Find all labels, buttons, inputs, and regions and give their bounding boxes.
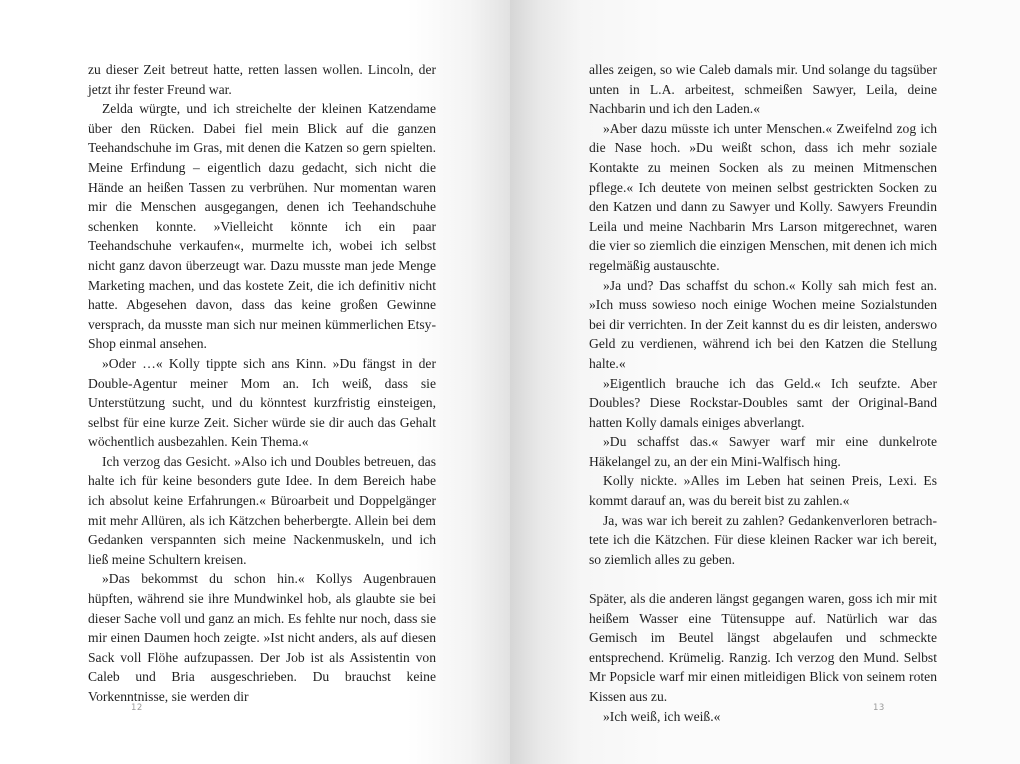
paragraph: »Oder …« Kolly tippte sich ans Kinn. »Du fängst in der Double-Agentur meiner Mom an. Ich weiß, dass sie Unterstützung sucht, und du könntest kurzfristig einsteigen, selbst für eine kurze Zeit. Sicher würde sie dir auch das Gehalt wöchentlich ausbezahlen. Kein Thema.« <box>88 355 436 450</box>
paragraph: »Aber dazu müsste ich unter Menschen.« Zweifelnd zog ich die Nase hoch. »Du weißt schon, dass ich mehr soziale Kontakte zu meinen Socken als zu meinen Mitmenschen pflege.« Ich deutete von meinen selbst gestrickten Socken zu den Katzen und dann zu Sawyer und Kolly. Sawyers Freundin Leila und meine Nachbarin Mrs Larson mitgerechnet, waren die vier so ziemlich die einzigen Menschen, mit denen ich mich regelmäßig austauschte. <box>589 120 937 273</box>
paragraph: Später, als die anderen längst gegangen waren, goss ich mir mit heißem Wasser eine Tütensuppe auf. Natürlich war das Gemisch im Beutel längst abgelaufen und schmeckte entsprechend. Krümelig. Ranzig. Ich verzog den Mund. Selbst Mr Popsicle warf mir einen mitleidigen Blick von seinem roten Kissen aus zu. <box>589 591 937 704</box>
paragraph: Kolly nickte. »Alles im Leben hat seinen Preis, Lexi. Es kommt darauf an, was du bereit bist zu zahlen.« <box>589 473 937 509</box>
paragraph: alles zeigen, so wie Caleb damals mir. Und solange du tagsüber unten in L.A. arbeitest, schmeißen Sawyer, Leila, deine Nachbarin und ich den Laden.« <box>589 62 937 117</box>
paragraph: »Ja und? Das schaffst du schon.« Kolly sah mich fest an. »Ich muss sowieso noch einige Wochen meine Sozialstunden bei dir verrichten. In der Zeit kannst du es dir leisten, anderswo Geld zu verdienen, während ich bei den Katzen die Stellung halte.« <box>589 277 937 371</box>
scene-break <box>589 569 937 589</box>
paragraph: »Du schaffst das.« Sawyer warf mir eine dunkelrote Häkelangel zu, an der ein Mini-Walfisch hing. <box>589 434 937 469</box>
page-number: 12 <box>131 703 143 713</box>
right-page <box>510 0 1020 764</box>
paragraph: »Eigentlich brauche ich das Geld.« Ich seufzte. Aber Doubles? Diese Rockstar-Doubles samt der Original-Band hatten Kolly damals einiges abverlangt. <box>589 375 937 430</box>
right-page-text <box>589 60 937 726</box>
paragraph: »Ich weiß, ich weiß.« <box>603 708 721 724</box>
paragraph: Zelda würgte, und ich streichelte der kleinen Katzendame über den Rücken. Dabei fiel mein Blick auf die ganzen Teehandschuhe im Gras, mit denen die Katzen so gern spielten. Meine Erfindung – eigentlich dazu gedacht, sich nicht die Hände an heißen Tassen zu verbrühen. Nur momentan waren mir die Menschen ausgegangen, denen ich Teehandschuhe schenken konnte. »Vielleicht könnte ich ein paar Teehandschuhe verkaufen«, murmelte ich, wobei ich selbst nicht ganz davon überzeugt war. Dazu musste man jede Menge Marketing machen, und das kostete Zeit, die ich definitiv nicht hatte. Abgesehen davon, dass das keine großen Gewinne versprach, da musste man sich nur meinen kümmerlichen Etsy-Shop einmal ansehen. <box>88 101 436 352</box>
paragraph: Ich verzog das Gesicht. »Also ich und Doubles betreuen, das halte ich für keine besonders gute Idee. In dem Bereich habe ich absolut keine Erfahrungen.« Büroarbeit und Doppelgänger mit mehr Allüren, als ich Kätzchen beherbergte. Allein bei dem Gedanken verspannten sich meine Nackenmuskeln, und ich ließ meine Schultern kreisen. <box>88 453 436 567</box>
paragraph: Ja, was war ich bereit zu zahlen? Gedankenverloren betrachtete ich die Kätzchen. Für diese kleinen Racker war ich bereit, so ziemlich alles zu geben. <box>589 512 937 567</box>
page-number: 13 <box>873 703 885 713</box>
paragraph: zu dieser Zeit betreut hatte, retten lassen wollen. Lincoln, der jetzt ihr fester Freund war. <box>88 62 436 97</box>
paragraph: »Das bekommst du schon hin.« Kollys Augenbrauen hüpften, während sie ihre Mundwinkel hob, als glaubte sie bei dieser Sache voll und ganz an mich. Es fehlte nur noch, dass sie mir einen Daumen hoch zeigte. »Ist nicht anders, als auf diesen Sack voll Flöhe aufzupassen. Der Job ist als Assistentin von Caleb und Bria ausgeschrieben. Du brauchst keine Vorkenntnisse, sie werden dir <box>88 571 436 704</box>
left-page-text <box>88 60 436 707</box>
